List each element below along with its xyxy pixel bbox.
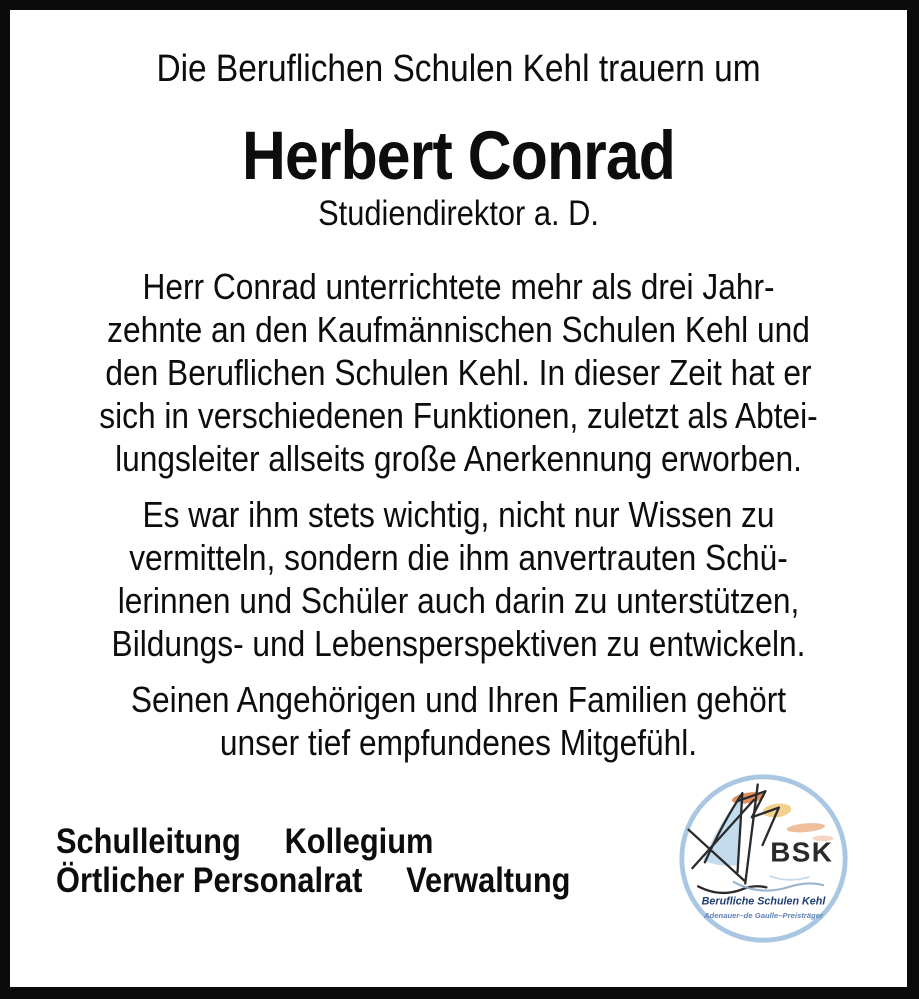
paragraph-line: Es war ihm stets wichtig, nicht nur Wissen zu [142, 494, 775, 536]
signature-row-2 [56, 861, 570, 900]
paragraph-3 [64, 678, 853, 764]
signature-block [56, 822, 570, 900]
paragraph-line: lerinnen und Schüler auch darin zu unterstützen, [117, 580, 800, 622]
paragraph-line: unser tief empfundenes Mitgefühl. [219, 722, 698, 764]
paragraph-line: lungsleiter allseits große Anerkennung erworben. [115, 438, 802, 480]
signature-schulleitung: Schulleitung [56, 822, 241, 861]
paragraph-line: Bildungs- und Lebensperspektiven zu entwickeln. [111, 623, 806, 665]
intro-line: Die Beruflichen Schulen Kehl trauern um [156, 48, 761, 90]
signature-personalrat: Örtlicher Personalrat [56, 861, 363, 900]
logo-award-line: Adenauer–de Gaulle–Preisträger [704, 911, 823, 921]
logo-school-name: Berufliche Schulen Kehl [701, 895, 826, 908]
paragraph-line: sich in verschiedenen Funktionen, zuletzt als Abtei- [99, 395, 818, 437]
paragraph-line: Seinen Angehörigen und Ihren Familien gehört [130, 679, 787, 721]
paragraph-2 [64, 493, 853, 665]
logo-abbr-text: BSK [770, 836, 834, 868]
paragraph-line: zehnte an den Kaufmännischen Schulen Kehl und [107, 309, 810, 351]
obituary-notice [10, 10, 907, 987]
paragraph-line: Herr Conrad unterrichtete mehr als drei Jahr- [142, 266, 775, 308]
deceased-title: Studiendirektor a. D. [318, 194, 599, 234]
signature-verwaltung: Verwaltung [406, 861, 571, 900]
deceased-name: Herbert Conrad [241, 116, 676, 194]
bsk-logo [677, 772, 850, 945]
paragraph-line: vermitteln, sondern die ihm anvertrauten Schü- [129, 537, 788, 579]
paragraph-1 [64, 265, 853, 480]
paragraph-line: den Beruflichen Schulen Kehl. In dieser Zeit hat er [105, 352, 812, 394]
signature-row-1 [56, 822, 570, 861]
signature-kollegium: Kollegium [284, 822, 434, 861]
bsk-logo-graphic [677, 772, 850, 945]
